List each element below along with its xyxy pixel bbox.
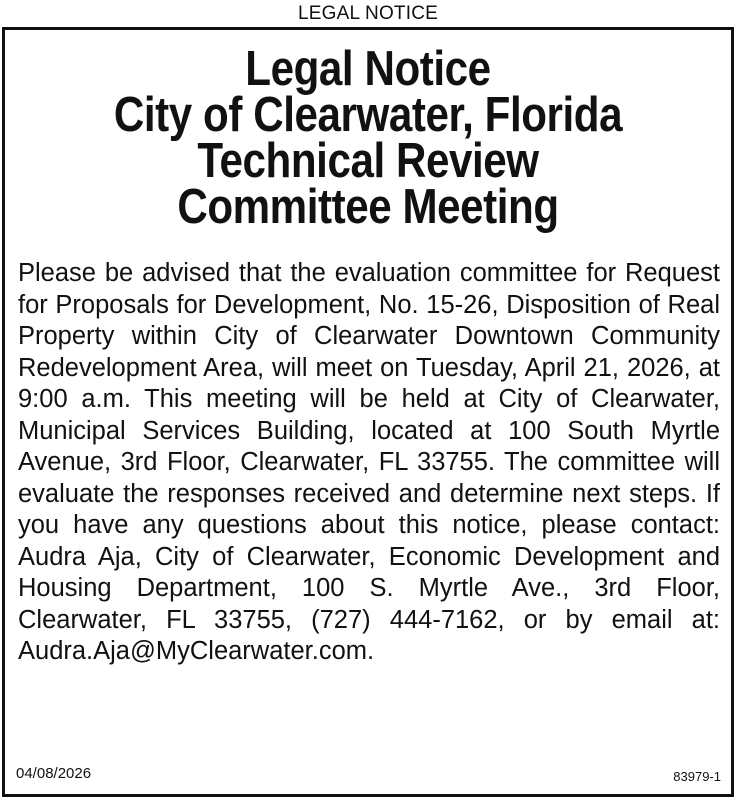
notice-frame <box>2 27 734 797</box>
notice-date: 04/08/2026 <box>16 765 92 782</box>
section-header-label: LEGAL NOTICE <box>297 3 438 24</box>
title-line-1: Legal Notice <box>245 42 491 96</box>
notice-body-text: Please be advised that the evaluation committee for Request for Proposals for Development, No. 15-26, Disposition of Real Property within City of Clearwater Downtown Community Redevelopment Area, will meet on Tuesday, April 21, 2026, at 9:00 a.m. This meeting will be held at City of Clearwater, Municipal Services Building, located at 100 South Myrtle Avenue, 3rd Floor, Clearwater, FL 33755. The committee will evaluate the responses received and determine next steps. If you have any questions about this notice, please contact: Audra Aja, City of Clearwater, Economic Development and Housing Department, 100 S. Myrtle Ave., 3rd Floor, Clearwater, FL 33755, (727) 444-7162, or by email at: Audra.Aja@MyClearwater.com. <box>18 259 720 665</box>
notice-reference-number: 83979-1 <box>673 769 721 784</box>
notice-title <box>56 42 680 234</box>
title-line-4: Committee Meeting <box>177 180 559 234</box>
title-line-3: Technical Review <box>197 134 539 188</box>
title-line-2: City of Clearwater, Florida <box>113 88 623 142</box>
